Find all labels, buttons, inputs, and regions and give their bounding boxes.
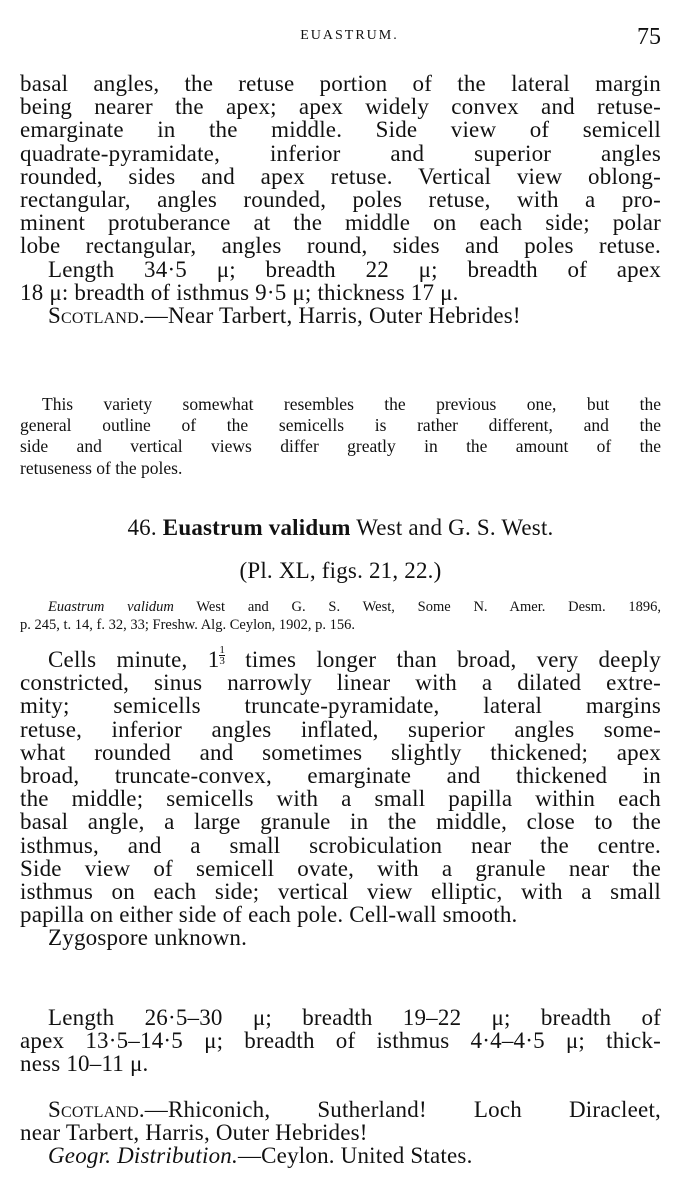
text-line: Length 26·5–30 μ; breadth 19–22 μ; breadth of (48, 1005, 661, 1030)
text-line: minent protuberance at the middle on each side; polar (20, 210, 661, 236)
species-description (20, 645, 661, 950)
distribution-text: —Ceylon. United States. (237, 1143, 473, 1169)
fraction: $\frac{1}{3}$ (219, 644, 226, 667)
text-line: quadrate-pyramidate, inferior and superior angles (20, 140, 661, 166)
locality-line (20, 1098, 661, 1121)
text-line: Cells minute, 1 $\frac{1}{3}$ times longer than broad, very deeply (48, 644, 661, 672)
description-continued (20, 72, 661, 258)
citation (20, 598, 661, 634)
text-line: Side view of semicell ovate, with a granule near the (20, 855, 661, 881)
running-title: EUASTRUM. (300, 28, 399, 43)
text-line: Length 34·5 μ; breadth 22 μ; breadth of apex (48, 257, 661, 282)
measurements-species (20, 1006, 661, 1076)
locality-label: Scotland. (48, 1097, 145, 1122)
text-line: isthmus, and a small scrobiculation near the centre. (20, 832, 661, 858)
text-line: isthmus on each side; vertical view elliptic, with a small (20, 879, 661, 905)
locality-text: —Rhiconich, Sutherland! Loch Diracleet, (144, 1097, 661, 1122)
citation-rest: West and G. S. West, Some N. Amer. Desm. 1896, (196, 599, 661, 615)
note-line: general outline of the semicells is rather different, and the (20, 415, 661, 436)
plate-figs: (Pl. XL, figs. 21, 22.) (239, 558, 442, 583)
text-line: rounded, sides and apex retuse. Vertical view oblong- (20, 163, 661, 189)
locality-line (20, 304, 661, 327)
citation-line: p. 245, t. 14, f. 32, 33; Freshw. Alg. Ceylon, 1902, p. 156. (20, 617, 355, 633)
text-line: lobe rectangular, angles round, sides and poles retuse. (20, 233, 661, 259)
measurements-variety (20, 258, 661, 328)
text-line: mity; semicells truncate-pyramidate, lateral margins (20, 693, 661, 719)
species-number: 46. (127, 515, 157, 540)
text-line: basal angle, a large granule in the middle, close to the (20, 809, 661, 835)
text-line: ness 10–11 μ. (20, 1051, 149, 1077)
text-line: retuse, inferior angles inflated, superior angles some- (20, 716, 661, 742)
text-line: emarginate in the middle. Side view of semicell (20, 117, 661, 143)
text-line: basal angles, the retuse portion of the lateral margin (20, 71, 661, 96)
text-line: broad, truncate-convex, emarginate and thickened in (20, 763, 661, 789)
locality-line: near Tarbert, Harris, Outer Hebrides! (20, 1120, 368, 1146)
note-line: retuseness of the poles. (20, 457, 183, 478)
text-line: constricted, sinus narrowly linear with a dilated extre- (20, 670, 661, 696)
locality-label: Scotland. (48, 303, 145, 329)
text-line: what rounded and sometimes slightly thickened; apex (20, 739, 661, 765)
species-name: Euastrum validum (162, 515, 351, 540)
locality-text: —Near Tarbert, Harris, Outer Hebrides! (144, 303, 521, 329)
variety-note (20, 394, 661, 479)
page-number: 75 (637, 24, 661, 50)
note-line: side and vertical views differ greatly in the amount of the (20, 436, 661, 457)
species-heading (20, 516, 661, 539)
note-line: This variety somewhat resembles the previous one, but the (42, 394, 661, 414)
text-line: apex 13·5–14·5 μ; breadth of isthmus 4·4–4·5 μ; thick- (20, 1028, 661, 1054)
page-header (0, 24, 699, 52)
species-authority: West and G. S. West. (356, 515, 554, 540)
citation-line (20, 598, 661, 616)
text-line: rectangular, angles rounded, poles retuse, with a pro- (20, 187, 661, 213)
distribution-label: Geogr. Distribution. (48, 1143, 238, 1169)
zygospore-line: Zygospore unknown. (48, 925, 248, 951)
text-line: 18 μ: breadth of isthmus 9·5 μ; thickness 17 μ. (20, 280, 459, 306)
text-line: being nearer the apex; apex widely convex and retuse- (20, 94, 661, 120)
localities (20, 1098, 661, 1168)
plate-reference (20, 559, 661, 582)
text-line: papilla on either side of each pole. Cell-wall smooth. (20, 902, 518, 928)
distribution-line (20, 1144, 661, 1167)
citation-italic: Euastrum validum (48, 599, 174, 615)
text-line: the middle; semicells with a small papilla within each (20, 786, 661, 812)
